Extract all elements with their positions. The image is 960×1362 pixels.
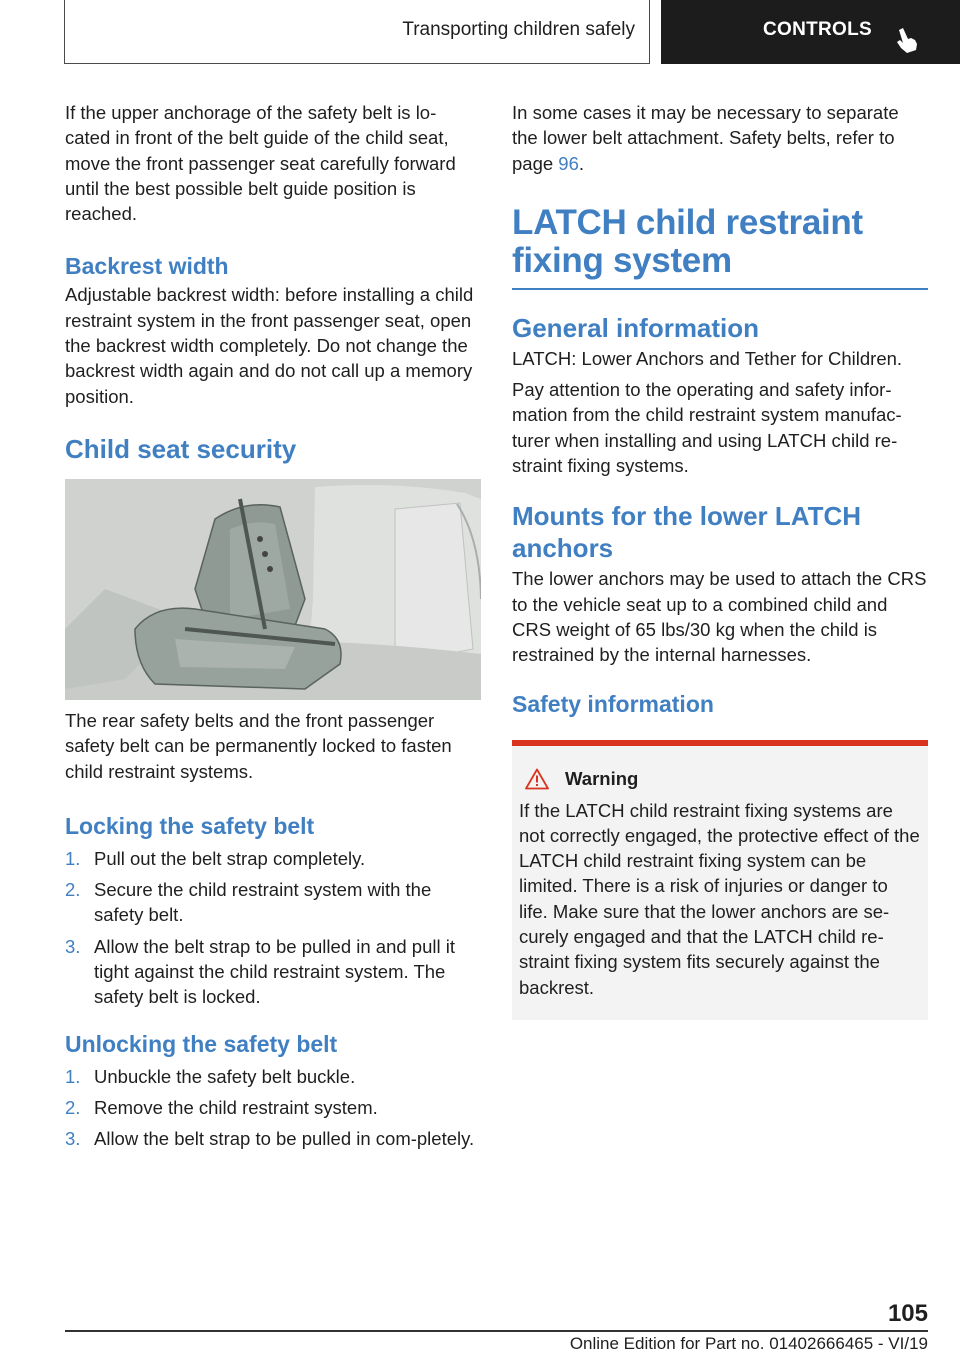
pointing-hand-icon [893, 26, 921, 54]
step-number: 2. [65, 1096, 81, 1118]
child-seat-illustration [65, 479, 481, 700]
separate-text-end: . [578, 152, 585, 174]
child-seat-heading: Child seat security [65, 433, 297, 464]
warning-title: Warning [565, 767, 639, 789]
page-link[interactable]: 96 [558, 152, 579, 174]
general-paragraph-1: LATCH: Lower Anchors and Tether for Children. [512, 347, 903, 369]
list-item [65, 1064, 481, 1089]
step-text: Pull out the belt strap completely. [94, 847, 366, 869]
step-text: Unbuckle the safety belt buckle. [94, 1065, 356, 1087]
step-number: 2. [65, 879, 81, 901]
list-item [65, 1095, 481, 1120]
step-number: 1. [65, 847, 81, 869]
page-header [0, 0, 960, 66]
backrest-heading: Backrest width [65, 253, 229, 280]
latch-heading: LATCH child restraint fixing system [512, 202, 863, 280]
step-text: Remove the child restraint system. [94, 1096, 378, 1118]
step-number: 1. [65, 1065, 81, 1087]
section-title-box [64, 0, 650, 64]
chapter-label: CONTROLS [763, 19, 873, 40]
general-paragraph-2: Pay attention to the operating and safety infor-mation from the child restraint system manufac-turer when installing and using LATCH child re-straint fixing systems. [512, 379, 902, 477]
heading-rule [512, 288, 928, 290]
step-text: Allow the belt strap to be pulled in and pull it tight against the child restraint system. The safety belt is locked. [94, 935, 455, 1008]
section-title: Transporting children safely [402, 18, 635, 40]
intro-paragraph: If the upper anchorage of the safety belt is lo-cated in front of the belt guide of the child seat, move the front passenger seat carefully forward until the best possible belt guide position is reached. [65, 102, 456, 225]
separate-text: In some cases it may be necessary to separate the lower belt attachment. Safety belts, refer to page [512, 102, 899, 174]
edition-note: Online Edition for Part no. 01402666465 - VI/19 [569, 1334, 928, 1353]
step-number: 3. [65, 1128, 81, 1150]
list-item [65, 1126, 481, 1151]
step-text: Allow the belt strap to be pulled in com-pletely. [94, 1128, 475, 1150]
safety-heading: Safety information [512, 690, 714, 717]
list-item [65, 846, 481, 871]
list-item [65, 877, 481, 928]
right-column [512, 100, 928, 1020]
step-number: 3. [65, 935, 81, 957]
warning-box [512, 740, 928, 1020]
page-number: 105 [887, 1300, 928, 1327]
locking-steps [65, 846, 481, 1010]
warning-paragraph: If the LATCH child restraint fixing systems are not correctly engaged, the protective effect of the LATCH child restraint fixing system can be limited. There is a risk of injuries or danger to life. Make sure that the lower anchors are se-curely engaged and that the LATCH child re-straint fixing system fits securely against the backrest. [519, 799, 920, 998]
footer-rule [65, 1330, 928, 1332]
step-text: Secure the child restraint system with the safety belt. [94, 879, 432, 926]
general-heading: General information [512, 312, 760, 343]
unlocking-steps [65, 1064, 481, 1152]
warning-title-row [519, 768, 920, 790]
locking-heading: Locking the safety belt [65, 812, 315, 839]
unlocking-heading: Unlocking the safety belt [65, 1030, 338, 1057]
list-item [65, 934, 481, 1010]
child-seat-paragraph: The rear safety belts and the front passenger safety belt can be permanently locked to fasten child restraint systems. [65, 709, 452, 782]
separate-paragraph [512, 100, 928, 176]
backrest-paragraph: Adjustable backrest width: before installing a child restraint system in the front passenger seat, open the backrest width completely. Do not change the backrest width again and do not call up a memory position. [65, 284, 474, 407]
warning-triangle-icon [525, 768, 549, 790]
mounts-paragraph: The lower anchors may be used to attach the CRS to the vehicle seat up to a combined child and CRS weight of 65 lbs/30 kg when the child is restrained by the internal harnesses. [512, 568, 927, 666]
left-column [65, 100, 481, 1158]
mounts-heading: Mounts for the lower LATCH anchors [512, 501, 862, 564]
